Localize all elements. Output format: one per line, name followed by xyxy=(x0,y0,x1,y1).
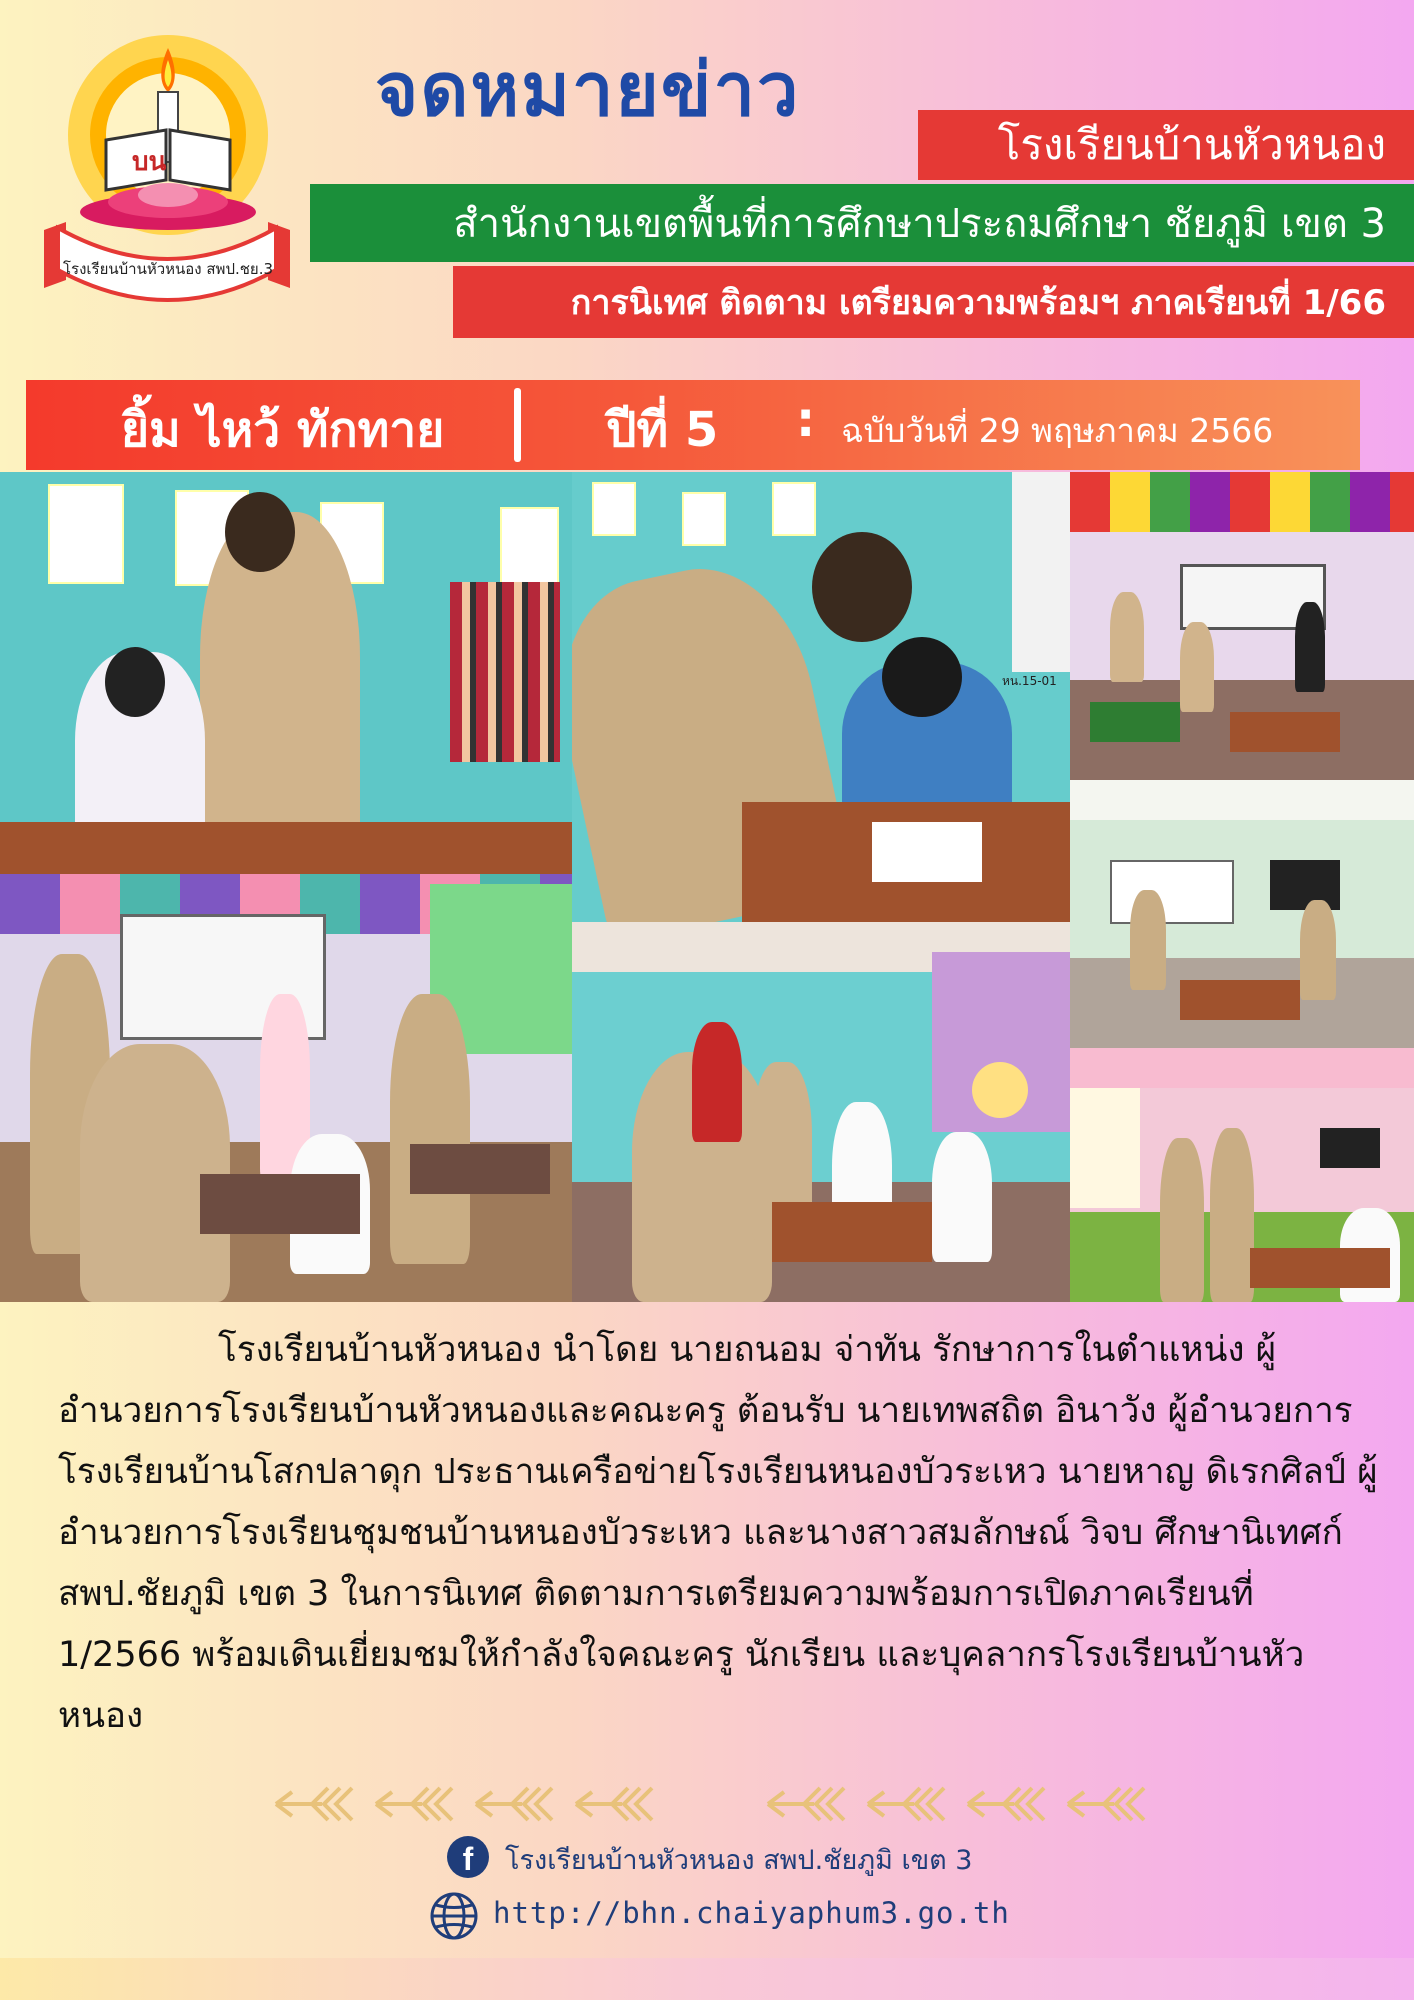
issue-year: ปีที่ 5 xyxy=(606,402,719,458)
fan-icon xyxy=(972,1062,1028,1118)
topic-bar: การนิเทศ ติดตาม เตรียมความพร้อมฯ ภาคเรียนที่ 1/66 xyxy=(453,266,1414,338)
issue-banner xyxy=(26,380,1360,470)
arrows-decoration-right xyxy=(758,1782,1160,1826)
arrows-decoration-left xyxy=(266,1782,668,1826)
facebook-page-link[interactable]: โรงเรียนบ้านหัวหนอง สพป.ชัยภูมิ เขต 3 xyxy=(505,1845,973,1876)
school-logo xyxy=(36,30,298,310)
photo-classroom-inspection-group xyxy=(0,874,572,1302)
photo-supervisor-checking-student-work xyxy=(0,472,572,874)
newsletter-headline: จดหมายข่าว xyxy=(375,47,801,133)
bottom-gradient-strip xyxy=(0,1958,1414,2000)
facebook-icon[interactable]: f xyxy=(447,1836,489,1878)
globe-icon xyxy=(428,1890,480,1942)
photo-classroom-overview-2 xyxy=(1070,780,1414,1048)
issue-slogan: ยิ้ม ไหว้ ทักทาย xyxy=(121,402,445,458)
desk-label: หน.15-01 xyxy=(1002,674,1057,688)
school-name-bar: โรงเรียนบ้านหัวหนอง xyxy=(918,110,1414,180)
education-office-bar: สำนักงานเขตพื้นที่การศึกษาประถมศึกษา ชัยภูมิ เขต 3 xyxy=(310,184,1414,262)
photo-teachers-standing-classroom xyxy=(1070,1048,1414,1302)
issue-colon: : xyxy=(796,392,816,448)
article-body: โรงเรียนบ้านหัวหนอง นำโดย นายถนอม จ่าทัน รักษาการในตำแหน่ง ผู้อำนวยการโรงเรียนบ้านหัวหนองและคณะครู ต้อนรับ นายเทพสถิต อินาวัง ผู้อำนวยการโรงเรียนบ้านโสกปลาดุก ประธานเครือข่ายโรงเรียนหนองบัวระเหว นายหาญ ดิเรกศิลป์ ผู้อำนวยการโรงเรียนชุมชนบ้านหนองบัวระเหว และนางสาวสมลักษณ์ วิจบ ศึกษานิเทศก์ สพป.ชัยภูมิ เขต 3 ในการนิเทศ ติดตามการเตรียมความพร้อมการเปิดภาคเรียนที่ 1/2566 พร้อมเดินเยี่ยมชมให้กำลังใจคณะครู นักเรียน และบุคลากรโรงเรียนบ้านหัวหนอง xyxy=(58,1330,1378,1736)
photo-classroom-overview-1 xyxy=(1070,472,1414,780)
logo-book-letters: บน xyxy=(132,147,167,177)
photo-classroom-with-fan xyxy=(572,922,1070,1302)
photo-teacher-with-student-at-desk xyxy=(572,472,1070,922)
website-url-link[interactable]: http://bhn.chaiyaphum3.go.th xyxy=(493,1896,1010,1930)
logo-ribbon-text: โรงเรียนบ้านหัวหนอง สพป.ชย.3 xyxy=(62,260,274,278)
issue-date: ฉบับวันที่ 29 พฤษภาคม 2566 xyxy=(841,411,1274,450)
issue-separator xyxy=(514,388,521,462)
